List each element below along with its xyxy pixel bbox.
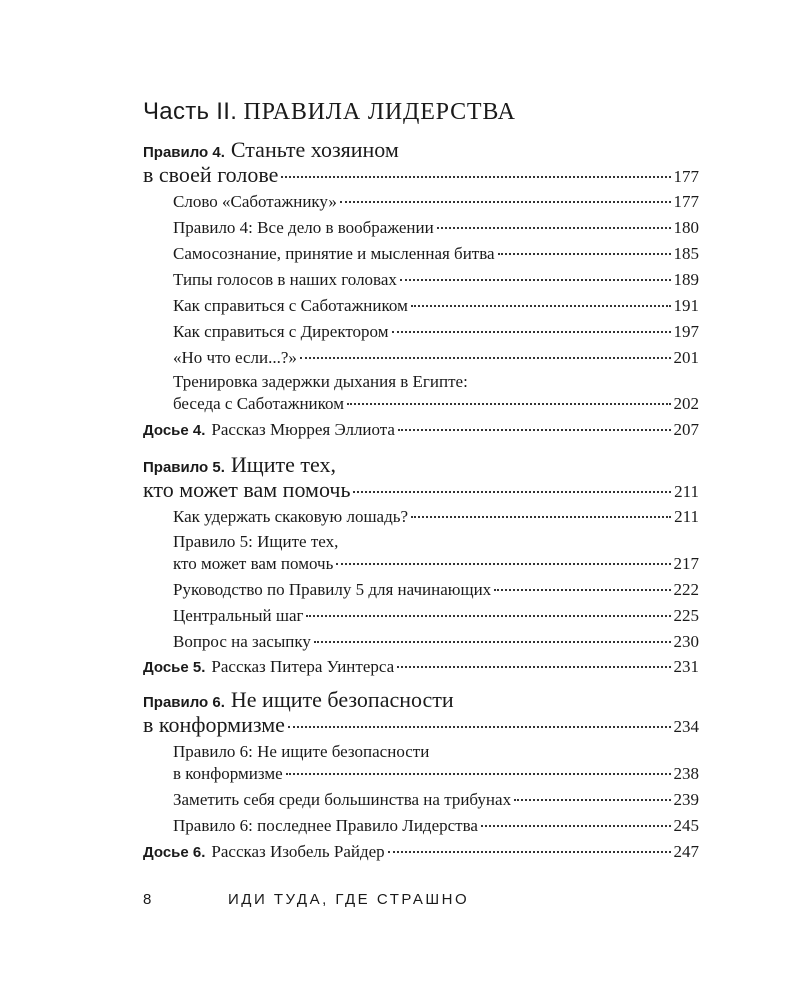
toc-entry-dossier-6[interactable] [143,842,699,862]
page-number: 247 [673,842,699,861]
part-title [143,98,516,126]
entry-title: Центральный шаг [173,606,304,625]
entry-title: Как удержать скаковую лошадь? [173,507,409,526]
toc-entry-dossier-4[interactable] [143,420,699,440]
entry-title: Рассказ Питера Уинтерса [211,657,395,676]
page-number: 217 [673,554,699,573]
page-number: 234 [673,717,699,736]
page-number: 230 [673,632,699,651]
rule-5-lead: Правило 5. [143,459,225,476]
rule-5-title-line1: Ищите тех, [230,452,336,477]
entry-title: Как справиться с Директором [173,322,389,341]
toc-entry[interactable] [173,322,699,342]
toc-entry[interactable] [173,244,699,264]
page-number: 185 [673,244,699,263]
dossier-lead: Досье 6. [143,844,206,861]
leader-dots [397,665,670,668]
leader-dots [400,278,671,281]
entry-title-line2: беседа с Саботажником [173,394,344,413]
entry-title: Правило 6: последнее Правило Лидерства [173,816,478,835]
toc-entry[interactable] [173,580,699,600]
page-number: 231 [673,657,699,676]
entry-title: Заметить себя среди большинства на трибунах [173,790,512,809]
page-number: 222 [673,580,699,599]
page-number: 180 [673,218,699,237]
page-number: 201 [673,348,699,367]
leader-dots [314,640,671,643]
leader-dots [398,428,671,431]
leader-dots [353,490,671,493]
toc-entry[interactable] [173,192,699,212]
toc-entry[interactable] [173,764,699,784]
leader-dots [306,614,670,617]
part-label: Часть II. [143,98,238,125]
page-number: 207 [673,420,699,439]
toc-entry[interactable] [173,816,699,836]
toc-entry[interactable] [173,632,699,652]
leader-dots [481,824,671,827]
entry-title: Руководство по Правилу 5 для начинающих [173,580,492,599]
leader-dots [347,402,671,405]
leader-dots [514,798,670,801]
rule-5-title-line2: кто может вам помочь [143,477,351,502]
rule-5-heading [143,452,336,478]
page-number: 211 [674,482,699,501]
running-title: ИДИ ТУДА, ГДЕ СТРАШНО [228,891,470,908]
entry-title: «Но что если...?» [173,348,297,367]
leader-dots [437,226,671,229]
entry-title-line2: кто может вам помочь [173,554,334,573]
leader-dots [388,850,671,853]
entry-title: Рассказ Изобель Райдер [211,842,385,861]
footer-page-number: 8 [143,891,154,908]
page-number: 239 [673,790,699,809]
page-number: 238 [673,764,699,783]
leader-dots [286,772,671,775]
toc-entry[interactable] [173,296,699,316]
toc-entry-rule-6[interactable] [143,712,699,738]
rule-6-heading [143,687,454,713]
part-name: ПРАВИЛА ЛИДЕРСТВА [243,99,516,125]
leader-dots [281,175,670,178]
entry-title-line1: Тренировка задержки дыхания в Египте: [173,372,468,391]
toc-entry[interactable] [173,507,699,527]
rule-4-lead: Правило 4. [143,144,225,161]
page-number: 245 [673,816,699,835]
leader-dots [392,330,671,333]
entry-title: Вопрос на засыпку [173,632,311,651]
toc-entry[interactable] [173,790,699,810]
leader-dots [411,515,671,518]
toc-entry[interactable] [173,394,699,414]
toc-entry[interactable] [173,348,699,368]
leader-dots [336,562,670,565]
rule-4-title-line2: в своей голове [143,162,279,187]
leader-dots [498,252,671,255]
page-number: 177 [673,167,699,186]
rule-6-title-line2: в конформизме [143,712,285,737]
page-number: 197 [673,322,699,341]
entry-title: Самосознание, принятие и мысленная битва [173,244,495,263]
toc-entry[interactable] [173,218,699,238]
page-number: 189 [673,270,699,289]
entry-title: Правило 4: Все дело в воображении [173,218,434,237]
page-number: 191 [673,296,699,315]
rule-4-title-line1: Станьте хозяином [230,137,399,162]
page-number: 202 [673,394,699,413]
toc-entry-rule-4[interactable] [143,162,699,188]
toc-entry[interactable] [173,554,699,574]
leader-dots [300,356,671,359]
toc-entry[interactable] [173,606,699,626]
toc-entry-dossier-5[interactable] [143,657,699,677]
entry-title-line2: в конформизме [173,764,283,783]
page-number: 211 [674,507,699,526]
dossier-lead: Досье 4. [143,422,206,439]
rule-6-lead: Правило 6. [143,694,225,711]
leader-dots [288,725,671,728]
entry-title: Рассказ Мюррея Эллиота [211,420,395,439]
toc-entry-rule-5[interactable] [143,477,699,503]
entry-title-line1: Правило 5: Ищите тех, [173,532,339,551]
entry-title: Типы голосов в наших головах [173,270,397,289]
dossier-lead: Досье 5. [143,659,206,676]
entry-title: Слово «Саботажнику» [173,192,337,211]
leader-dots [494,588,670,591]
page-number: 177 [673,192,699,211]
rule-6-title-line1: Не ищите безопасности [230,687,454,712]
entry-title: Как справиться с Саботажником [173,296,408,315]
entry-title-line1: Правило 6: Не ищите безопасности [173,742,430,761]
page-number: 225 [673,606,699,625]
toc-entry[interactable] [173,270,699,290]
rule-4-heading [143,137,399,163]
leader-dots [340,200,671,203]
leader-dots [411,304,671,307]
